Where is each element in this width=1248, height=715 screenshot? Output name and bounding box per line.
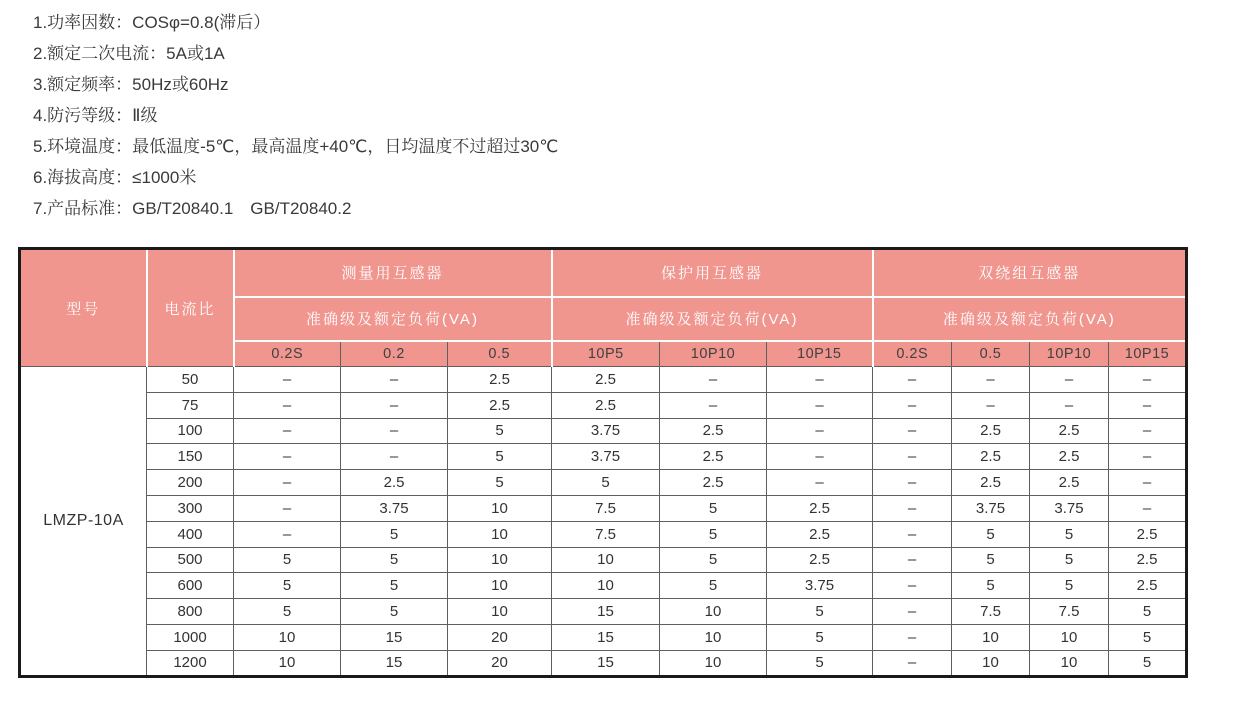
- value-cell: –: [873, 444, 952, 470]
- value-cell: –: [767, 470, 873, 496]
- table-header: [20, 249, 1187, 367]
- value-cell: –: [873, 599, 952, 625]
- value-cell: –: [234, 418, 341, 444]
- value-cell: –: [873, 521, 952, 547]
- header-subcolumn: 10P15: [1109, 341, 1187, 367]
- value-cell: –: [341, 392, 448, 418]
- value-cell: 3.75: [952, 495, 1030, 521]
- header-model: 型号: [20, 249, 147, 367]
- ratio-cell: 800: [147, 599, 234, 625]
- value-cell: –: [234, 495, 341, 521]
- value-cell: 3.75: [552, 418, 660, 444]
- value-cell: 5: [341, 573, 448, 599]
- value-cell: 5: [341, 599, 448, 625]
- value-cell: –: [341, 444, 448, 470]
- value-cell: 15: [341, 650, 448, 676]
- value-cell: 5: [767, 650, 873, 676]
- value-cell: 2.5: [1109, 573, 1187, 599]
- table-row: [20, 599, 1187, 625]
- ratio-cell: 600: [147, 573, 234, 599]
- value-cell: –: [1030, 392, 1109, 418]
- value-cell: 7.5: [552, 495, 660, 521]
- value-cell: 5: [1109, 650, 1187, 676]
- spec-line: 4.防污等级：Ⅱ级: [33, 106, 158, 125]
- header-group-subtitle: 准确级及额定负荷(VA): [234, 297, 552, 341]
- value-cell: –: [1030, 367, 1109, 393]
- value-cell: 2.5: [448, 392, 552, 418]
- value-cell: –: [341, 367, 448, 393]
- value-cell: 3.75: [767, 573, 873, 599]
- value-cell: –: [952, 367, 1030, 393]
- value-cell: –: [660, 367, 767, 393]
- value-cell: –: [234, 521, 341, 547]
- header-row-groups: [20, 249, 1187, 297]
- header-ratio: 电流比: [147, 249, 234, 367]
- value-cell: 5: [660, 547, 767, 573]
- table-row: [20, 367, 1187, 393]
- header-group-title: 保护用互感器: [552, 249, 873, 297]
- value-cell: 5: [767, 624, 873, 650]
- value-cell: 15: [552, 650, 660, 676]
- value-cell: 7.5: [952, 599, 1030, 625]
- value-cell: 10: [660, 624, 767, 650]
- value-cell: 20: [448, 624, 552, 650]
- ratio-cell: 100: [147, 418, 234, 444]
- spec-line: 7.产品标准：GB/T20840.1 GB/T20840.2: [33, 199, 352, 218]
- value-cell: 5: [660, 495, 767, 521]
- value-cell: –: [1109, 470, 1187, 496]
- value-cell: 2.5: [660, 418, 767, 444]
- value-cell: –: [873, 392, 952, 418]
- value-cell: 3.75: [341, 495, 448, 521]
- table-row: [20, 650, 1187, 676]
- value-cell: 15: [341, 624, 448, 650]
- value-cell: 5: [234, 599, 341, 625]
- value-cell: 2.5: [952, 418, 1030, 444]
- value-cell: 2.5: [552, 367, 660, 393]
- value-cell: 10: [448, 521, 552, 547]
- value-cell: –: [873, 495, 952, 521]
- value-cell: –: [873, 624, 952, 650]
- value-cell: –: [952, 392, 1030, 418]
- value-cell: 2.5: [1030, 444, 1109, 470]
- value-cell: 5: [1109, 599, 1187, 625]
- value-cell: 10: [448, 573, 552, 599]
- value-cell: –: [234, 470, 341, 496]
- value-cell: 7.5: [1030, 599, 1109, 625]
- header-subcolumn: 0.5: [448, 341, 552, 367]
- value-cell: 5: [660, 521, 767, 547]
- value-cell: 7.5: [552, 521, 660, 547]
- header-subcolumn: 0.2: [341, 341, 448, 367]
- spec-line: 2.额定二次电流：5A或1A: [33, 44, 225, 63]
- ratio-cell: 200: [147, 470, 234, 496]
- value-cell: 10: [1030, 624, 1109, 650]
- table-row: [20, 444, 1187, 470]
- value-cell: 2.5: [341, 470, 448, 496]
- header-group-subtitle: 准确级及额定负荷(VA): [552, 297, 873, 341]
- spec-line: 3.额定频率：50Hz或60Hz: [33, 75, 229, 94]
- value-cell: –: [767, 367, 873, 393]
- ratio-cell: 50: [147, 367, 234, 393]
- value-cell: 2.5: [552, 392, 660, 418]
- value-cell: 5: [448, 418, 552, 444]
- value-cell: 5: [341, 547, 448, 573]
- table-row: [20, 547, 1187, 573]
- value-cell: 5: [1109, 624, 1187, 650]
- table-row: [20, 470, 1187, 496]
- value-cell: 5: [1030, 547, 1109, 573]
- value-cell: 5: [234, 573, 341, 599]
- ratings-table: [18, 247, 1188, 678]
- value-cell: 2.5: [952, 444, 1030, 470]
- value-cell: 5: [341, 521, 448, 547]
- value-cell: –: [873, 650, 952, 676]
- value-cell: 2.5: [1109, 547, 1187, 573]
- ratio-cell: 500: [147, 547, 234, 573]
- header-subcolumn: 0.5: [952, 341, 1030, 367]
- value-cell: 10: [448, 547, 552, 573]
- value-cell: 5: [448, 444, 552, 470]
- table-row: [20, 418, 1187, 444]
- value-cell: 2.5: [767, 495, 873, 521]
- value-cell: –: [767, 392, 873, 418]
- ratio-cell: 1200: [147, 650, 234, 676]
- value-cell: 5: [952, 521, 1030, 547]
- table-row: [20, 521, 1187, 547]
- header-subcolumn: 10P10: [1030, 341, 1109, 367]
- value-cell: –: [234, 367, 341, 393]
- value-cell: 10: [448, 599, 552, 625]
- value-cell: 5: [767, 599, 873, 625]
- value-cell: 3.75: [1030, 495, 1109, 521]
- value-cell: 10: [952, 624, 1030, 650]
- value-cell: 2.5: [952, 470, 1030, 496]
- value-cell: 15: [552, 599, 660, 625]
- value-cell: 5: [660, 573, 767, 599]
- value-cell: 10: [1030, 650, 1109, 676]
- value-cell: 5: [1030, 521, 1109, 547]
- ratio-cell: 1000: [147, 624, 234, 650]
- table-row: [20, 495, 1187, 521]
- value-cell: –: [234, 444, 341, 470]
- value-cell: 10: [552, 573, 660, 599]
- value-cell: 3.75: [552, 444, 660, 470]
- value-cell: 5: [234, 547, 341, 573]
- value-cell: 15: [552, 624, 660, 650]
- value-cell: –: [767, 444, 873, 470]
- model-cell: LMZP-10A: [20, 367, 147, 677]
- header-subcolumn: 0.2S: [234, 341, 341, 367]
- ratio-cell: 75: [147, 392, 234, 418]
- table-row: [20, 573, 1187, 599]
- header-subcolumn: 10P10: [660, 341, 767, 367]
- ratio-cell: 150: [147, 444, 234, 470]
- ratio-cell: 400: [147, 521, 234, 547]
- value-cell: 10: [660, 650, 767, 676]
- value-cell: –: [660, 392, 767, 418]
- value-cell: 2.5: [767, 547, 873, 573]
- value-cell: –: [873, 367, 952, 393]
- value-cell: –: [1109, 367, 1187, 393]
- value-cell: 5: [552, 470, 660, 496]
- header-group-subtitle: 准确级及额定负荷(VA): [873, 297, 1187, 341]
- header-subcolumn: 10P5: [552, 341, 660, 367]
- value-cell: –: [1109, 392, 1187, 418]
- value-cell: 10: [234, 650, 341, 676]
- value-cell: –: [873, 547, 952, 573]
- value-cell: 10: [234, 624, 341, 650]
- value-cell: –: [341, 418, 448, 444]
- spec-line: 6.海拔高度：≤1000米: [33, 168, 197, 187]
- spec-line: 1.功率因数：COSφ=0.8(滞后）: [33, 13, 271, 32]
- table-row: [20, 392, 1187, 418]
- value-cell: 2.5: [448, 367, 552, 393]
- spec-line: 5.环境温度：最低温度-5℃，最高温度+40℃，日均温度不过超过30℃: [33, 137, 559, 156]
- value-cell: 2.5: [767, 521, 873, 547]
- value-cell: –: [234, 392, 341, 418]
- header-subcolumn: 10P15: [767, 341, 873, 367]
- ratio-cell: 300: [147, 495, 234, 521]
- value-cell: 2.5: [1030, 418, 1109, 444]
- value-cell: 10: [448, 495, 552, 521]
- value-cell: –: [873, 573, 952, 599]
- value-cell: 10: [952, 650, 1030, 676]
- value-cell: 5: [1030, 573, 1109, 599]
- value-cell: 20: [448, 650, 552, 676]
- value-cell: 2.5: [1030, 470, 1109, 496]
- value-cell: 5: [952, 573, 1030, 599]
- header-group-title: 测量用互感器: [234, 249, 552, 297]
- spec-list: [0, 0, 1248, 224]
- table-body: [20, 367, 1187, 677]
- value-cell: –: [1109, 444, 1187, 470]
- value-cell: 5: [448, 470, 552, 496]
- value-cell: 2.5: [1109, 521, 1187, 547]
- value-cell: 2.5: [660, 444, 767, 470]
- header-group-title: 双绕组互感器: [873, 249, 1187, 297]
- value-cell: –: [1109, 418, 1187, 444]
- value-cell: 10: [660, 599, 767, 625]
- table-row: [20, 624, 1187, 650]
- value-cell: –: [873, 470, 952, 496]
- value-cell: –: [1109, 495, 1187, 521]
- value-cell: –: [767, 418, 873, 444]
- value-cell: 2.5: [660, 470, 767, 496]
- value-cell: –: [873, 418, 952, 444]
- value-cell: 5: [952, 547, 1030, 573]
- header-subcolumn: 0.2S: [873, 341, 952, 367]
- value-cell: 10: [552, 547, 660, 573]
